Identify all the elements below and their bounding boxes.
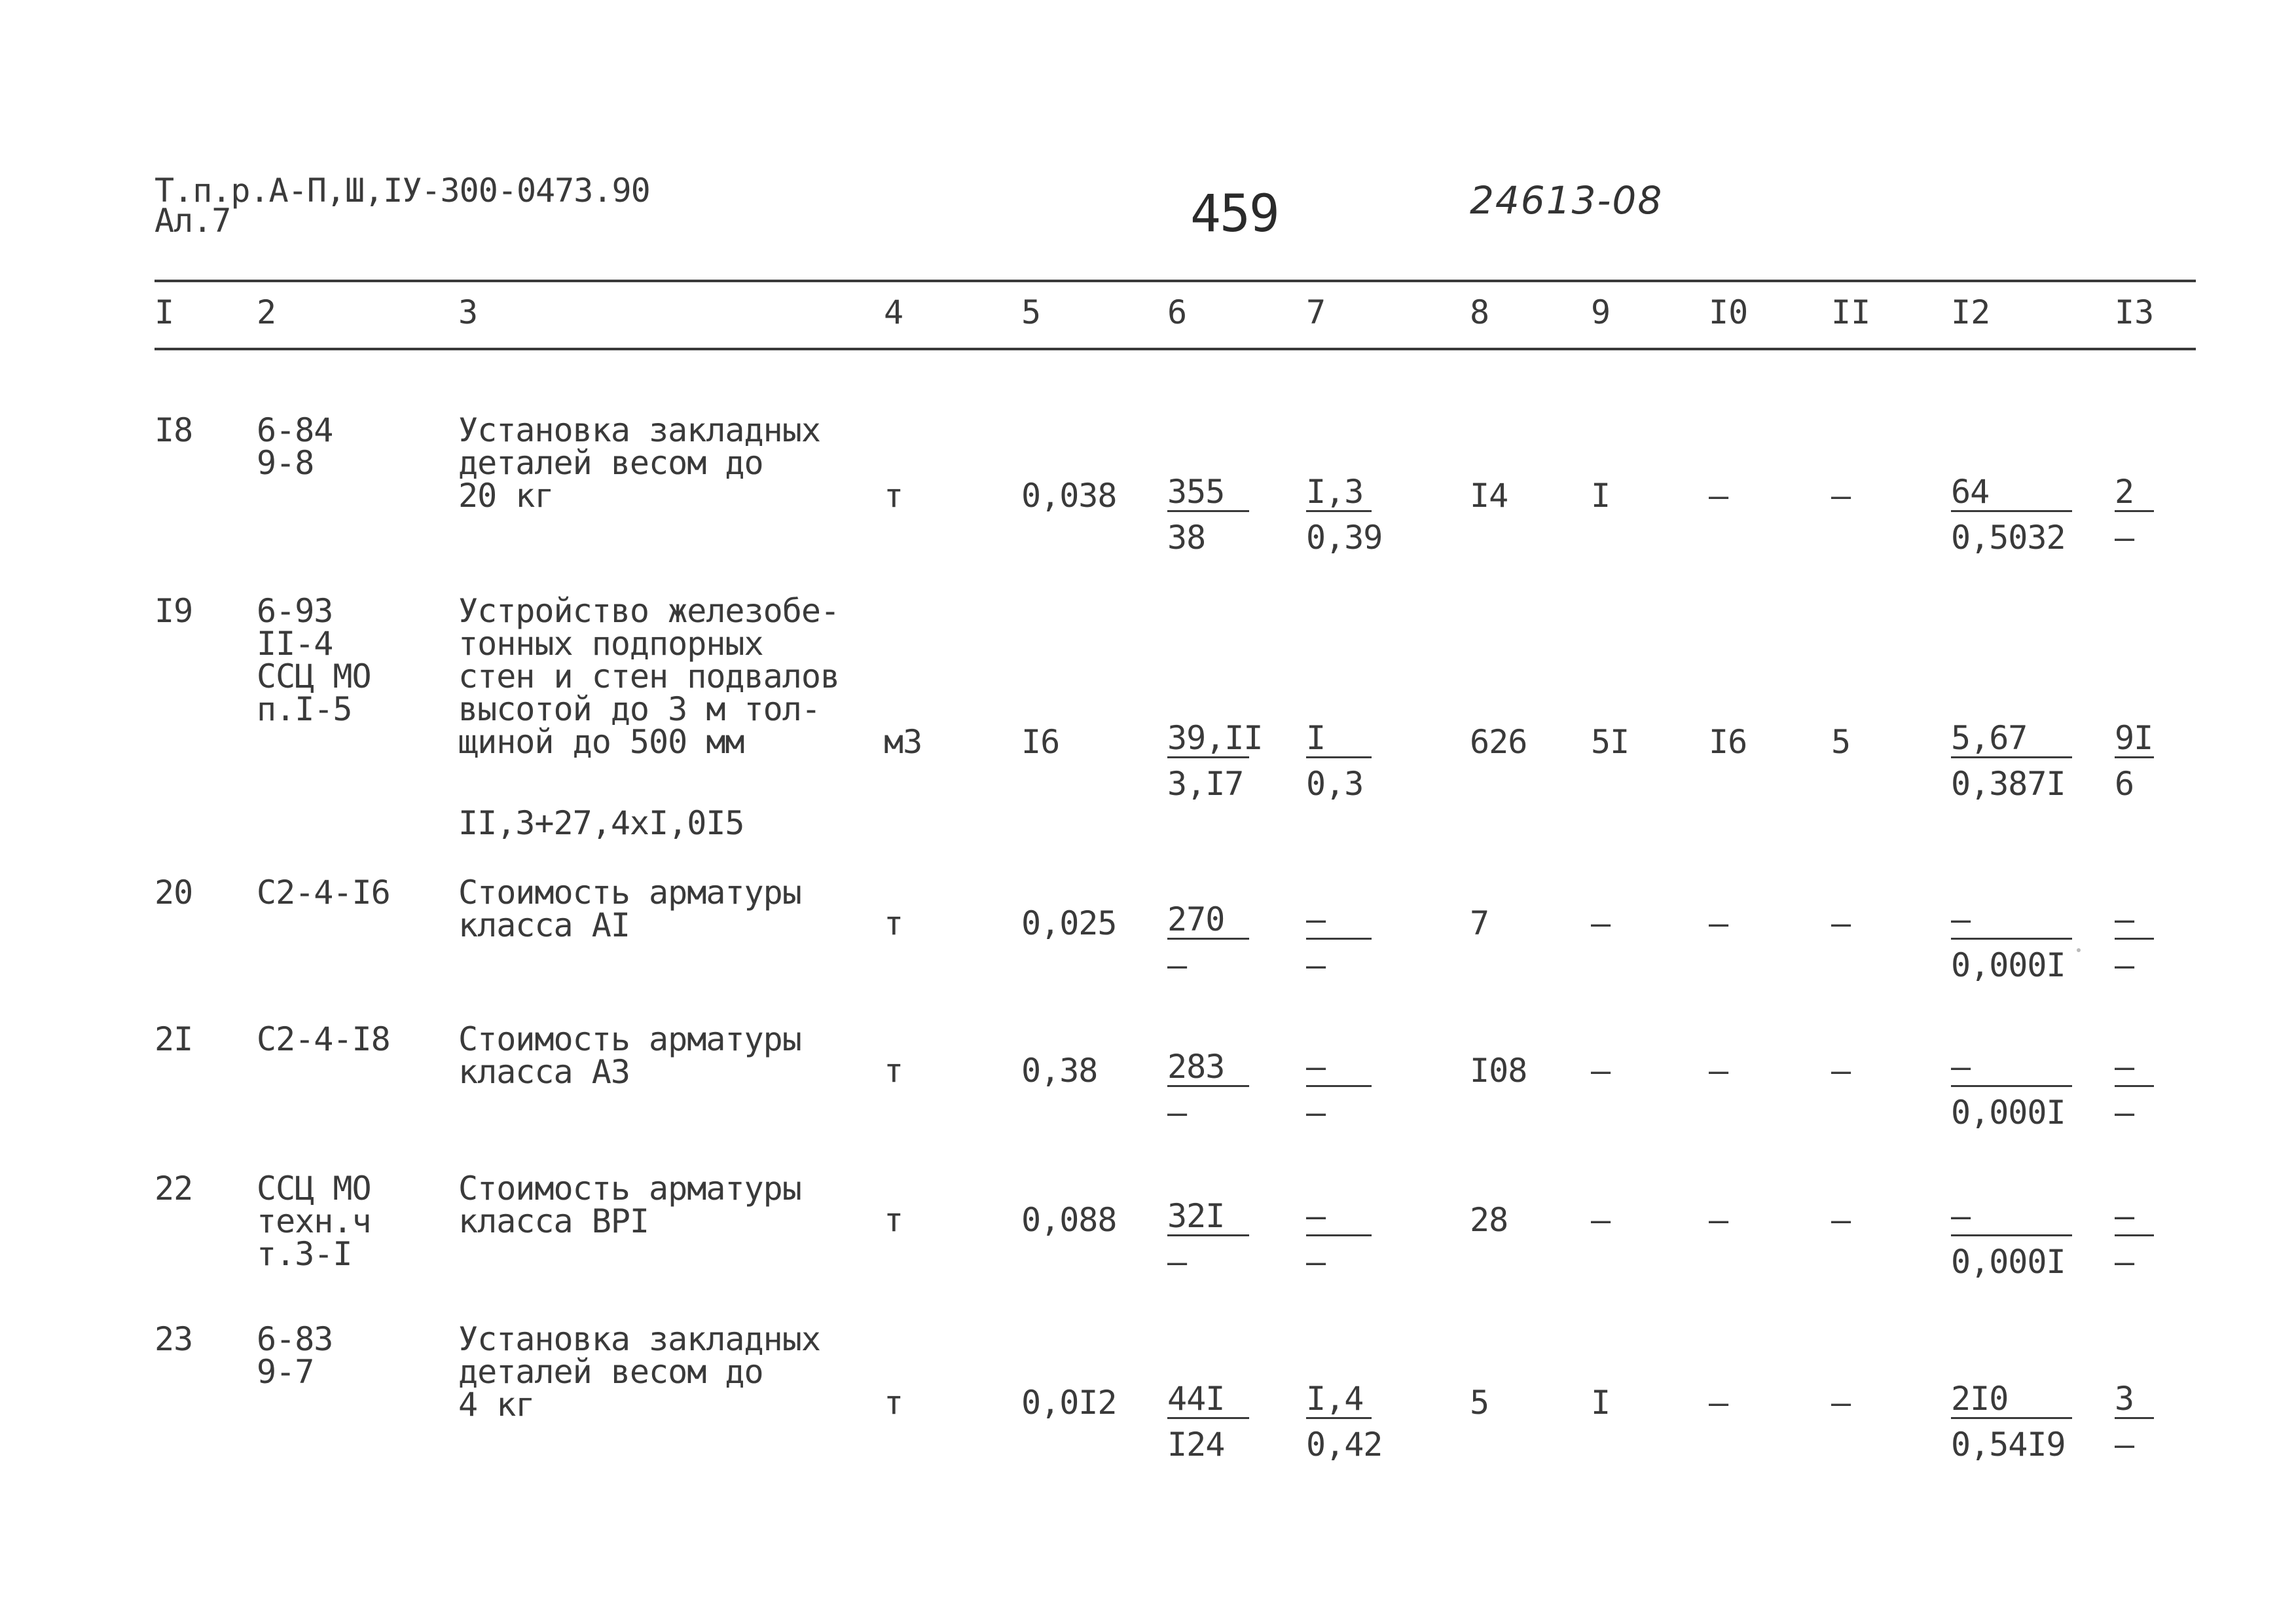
row-4-col6-denominator: – xyxy=(1167,1094,1187,1132)
row-3-description: Стоимость арматуры класса АI xyxy=(458,874,801,944)
row-1-col7-numerator: I,3 xyxy=(1306,475,1372,512)
row-2-col7 xyxy=(1306,719,1372,803)
row-3-number: 20 xyxy=(155,874,193,912)
row-3-col7-numerator: – xyxy=(1306,903,1372,940)
row-2-col12-numerator: 5,67 xyxy=(1951,722,2072,758)
row-4-col9: – xyxy=(1591,1052,1611,1090)
row-6-col6-denominator: I24 xyxy=(1167,1426,1225,1464)
handwritten-code: 24613-08 xyxy=(1470,178,1664,223)
row-6-col13 xyxy=(2115,1380,2154,1464)
row-2-quantity: I6 xyxy=(1021,723,1060,761)
row-6-col10: – xyxy=(1709,1384,1728,1422)
row-6-number: 23 xyxy=(155,1320,193,1358)
row-5-col6 xyxy=(1167,1197,1249,1281)
row-1-description: Установка закладных деталей весом до 20 кг xyxy=(458,411,820,515)
column-header-3: 3 xyxy=(458,293,479,331)
row-5-quantity: 0,088 xyxy=(1021,1201,1117,1239)
row-2-formula: II,3+27,4хI,0I5 xyxy=(458,804,744,842)
column-header-11: II xyxy=(1831,293,1871,331)
row-5-col11: – xyxy=(1831,1201,1851,1239)
row-5-description: Стоимость арматуры класса ВРI xyxy=(458,1170,801,1240)
row-4-description: Стоимость арматуры класса А3 xyxy=(458,1020,801,1091)
row-1-col7-denominator: 0,39 xyxy=(1306,519,1383,557)
row-4-col13-numerator: – xyxy=(2115,1050,2154,1087)
row-4-number: 2I xyxy=(155,1020,193,1058)
row-4-code: С2-4-I8 xyxy=(257,1020,390,1058)
row-1-col13-numerator: 2 xyxy=(2115,475,2154,512)
row-5-col6-denominator: – xyxy=(1167,1243,1187,1281)
row-4-unit: т xyxy=(884,1052,903,1090)
row-3-col10: – xyxy=(1709,904,1728,942)
row-6-col7-denominator: 0,42 xyxy=(1306,1426,1383,1464)
row-5-unit: т xyxy=(884,1201,903,1239)
row-6-code: 6-83 9-7 xyxy=(257,1320,333,1391)
row-1-col6-denominator: 38 xyxy=(1167,519,1206,557)
row-6-col7 xyxy=(1306,1380,1383,1464)
scan-speck xyxy=(2077,948,2081,952)
row-6-col12 xyxy=(1951,1380,2072,1464)
row-6-description: Установка закладных деталей весом до 4 кг xyxy=(458,1320,820,1424)
column-header-6: 6 xyxy=(1167,293,1188,331)
column-header-5: 5 xyxy=(1021,293,1042,331)
row-1-col6 xyxy=(1167,473,1249,557)
row-1-col13-denominator: – xyxy=(2115,519,2134,557)
row-6-col11: – xyxy=(1831,1384,1851,1422)
row-5-col12 xyxy=(1951,1197,2072,1281)
column-header-2: 2 xyxy=(257,293,277,331)
row-6-col6-numerator: 44I xyxy=(1167,1382,1249,1419)
row-6-unit: т xyxy=(884,1384,903,1422)
row-5-col10: – xyxy=(1709,1201,1728,1239)
row-6-col12-numerator: 2I0 xyxy=(1951,1382,2072,1419)
column-header-8: 8 xyxy=(1470,293,1490,331)
column-header-1: I xyxy=(155,293,175,331)
document-code-line2: Ал.7 xyxy=(155,202,231,240)
column-header-10: I0 xyxy=(1709,293,1749,331)
row-2-col7-denominator: 0,3 xyxy=(1306,765,1364,803)
row-3-col13 xyxy=(2115,900,2154,984)
table-header-rule xyxy=(155,348,2196,350)
row-1-col12-numerator: 64 xyxy=(1951,475,2072,512)
row-4-col7-denominator: – xyxy=(1306,1094,1326,1132)
row-3-unit: т xyxy=(884,904,903,942)
row-1-col8: I4 xyxy=(1470,477,1508,515)
row-5-col7 xyxy=(1306,1197,1372,1281)
row-4-col7 xyxy=(1306,1048,1372,1132)
row-4-col6 xyxy=(1167,1048,1249,1132)
page-number: 459 xyxy=(1190,185,1279,244)
row-6-col7-numerator: I,4 xyxy=(1306,1382,1372,1419)
row-2-col12 xyxy=(1951,719,2072,803)
row-5-col8: 28 xyxy=(1470,1201,1508,1239)
row-4-col12-denominator: 0,000I xyxy=(1951,1094,2066,1132)
row-2-col7-numerator: I xyxy=(1306,722,1372,758)
row-1-col12 xyxy=(1951,473,2072,557)
table-top-rule xyxy=(155,280,2196,282)
row-3-col7 xyxy=(1306,900,1372,984)
row-5-col7-denominator: – xyxy=(1306,1243,1326,1281)
row-3-col6 xyxy=(1167,900,1249,984)
row-5-col12-numerator: – xyxy=(1951,1200,2072,1236)
row-1-col7 xyxy=(1306,473,1383,557)
column-header-9: 9 xyxy=(1591,293,1611,331)
row-2-description: Устройство железобе- тонных подпорных стен и стен подвалов высотой до 3 м тол- щиной до 500 мм xyxy=(458,592,840,761)
row-6-col6 xyxy=(1167,1380,1249,1464)
row-5-col6-numerator: 32I xyxy=(1167,1200,1249,1236)
column-header-7: 7 xyxy=(1306,293,1326,331)
row-4-col13-denominator: – xyxy=(2115,1094,2134,1132)
row-1-number: I8 xyxy=(155,411,193,449)
row-2-col9: 5I xyxy=(1591,723,1630,761)
column-header-13: I3 xyxy=(2115,293,2155,331)
document-code-line1: Т.п.р.А-П,Ш,IУ-300-0473.90 xyxy=(155,172,650,210)
row-2-code: 6-93 II-4 ССЦ МО п.I-5 xyxy=(257,592,371,728)
row-2-col12-denominator: 0,387I xyxy=(1951,765,2066,803)
row-2-col6 xyxy=(1167,719,1263,803)
row-1-col10: – xyxy=(1709,477,1728,515)
row-1-col12-denominator: 0,5032 xyxy=(1951,519,2066,557)
row-6-col12-denominator: 0,54I9 xyxy=(1951,1426,2066,1464)
row-4-col13 xyxy=(2115,1048,2154,1132)
document-code xyxy=(155,172,650,240)
row-3-quantity: 0,025 xyxy=(1021,904,1117,942)
row-3-col12 xyxy=(1951,900,2072,984)
row-1-col13 xyxy=(2115,473,2154,557)
row-3-col13-denominator: – xyxy=(2115,946,2134,984)
row-2-col13-denominator: 6 xyxy=(2115,765,2134,803)
row-4-col11: – xyxy=(1831,1052,1851,1090)
row-3-col7-denominator: – xyxy=(1306,946,1326,984)
column-header-4: 4 xyxy=(884,293,904,331)
row-2-col6-denominator: 3,I7 xyxy=(1167,765,1244,803)
column-header-12: I2 xyxy=(1951,293,1991,331)
row-2-col11: 5 xyxy=(1831,723,1851,761)
row-5-col9: – xyxy=(1591,1201,1611,1239)
row-5-col7-numerator: – xyxy=(1306,1200,1372,1236)
row-1-col6-numerator: 355 xyxy=(1167,475,1249,512)
row-4-col10: – xyxy=(1709,1052,1728,1090)
row-3-col6-denominator: – xyxy=(1167,946,1187,984)
row-6-col9: I xyxy=(1591,1384,1611,1422)
row-1-code: 6-84 9-8 xyxy=(257,411,333,482)
row-2-col8: 626 xyxy=(1470,723,1527,761)
row-5-col12-denominator: 0,000I xyxy=(1951,1243,2066,1281)
row-6-quantity: 0,0I2 xyxy=(1021,1384,1117,1422)
row-5-col13-numerator: – xyxy=(2115,1200,2154,1236)
row-4-col8: I08 xyxy=(1470,1052,1527,1090)
row-2-col13 xyxy=(2115,719,2154,803)
row-1-col11: – xyxy=(1831,477,1851,515)
row-6-col13-denominator: – xyxy=(2115,1426,2134,1464)
row-3-col12-denominator: 0,000I xyxy=(1951,946,2066,984)
row-5-col13-denominator: – xyxy=(2115,1243,2134,1281)
row-3-col6-numerator: 270 xyxy=(1167,903,1249,940)
row-3-col9: – xyxy=(1591,904,1611,942)
row-3-col13-numerator: – xyxy=(2115,903,2154,940)
row-1-quantity: 0,038 xyxy=(1021,477,1117,515)
row-4-col12-numerator: – xyxy=(1951,1050,2072,1087)
row-2-col10: I6 xyxy=(1709,723,1747,761)
row-5-number: 22 xyxy=(155,1170,193,1208)
row-3-code: С2-4-I6 xyxy=(257,874,390,912)
row-1-col9: I xyxy=(1591,477,1611,515)
row-4-col6-numerator: 283 xyxy=(1167,1050,1249,1087)
row-3-col12-numerator: – xyxy=(1951,903,2072,940)
row-4-col7-numerator: – xyxy=(1306,1050,1372,1087)
row-5-col13 xyxy=(2115,1197,2154,1281)
row-4-col12 xyxy=(1951,1048,2072,1132)
row-4-quantity: 0,38 xyxy=(1021,1052,1098,1090)
row-5-code: ССЦ МО техн.ч т.3-I xyxy=(257,1170,371,1273)
row-3-col8: 7 xyxy=(1470,904,1489,942)
row-2-col13-numerator: 9I xyxy=(2115,719,2153,757)
row-1-unit: т xyxy=(884,477,903,515)
row-2-col6-numerator: 39,II xyxy=(1167,719,1263,757)
row-2-number: I9 xyxy=(155,592,193,630)
row-3-col11: – xyxy=(1831,904,1851,942)
row-2-unit: м3 xyxy=(884,723,922,761)
row-6-col13-numerator: 3 xyxy=(2115,1382,2154,1419)
row-6-col8: 5 xyxy=(1470,1384,1489,1422)
